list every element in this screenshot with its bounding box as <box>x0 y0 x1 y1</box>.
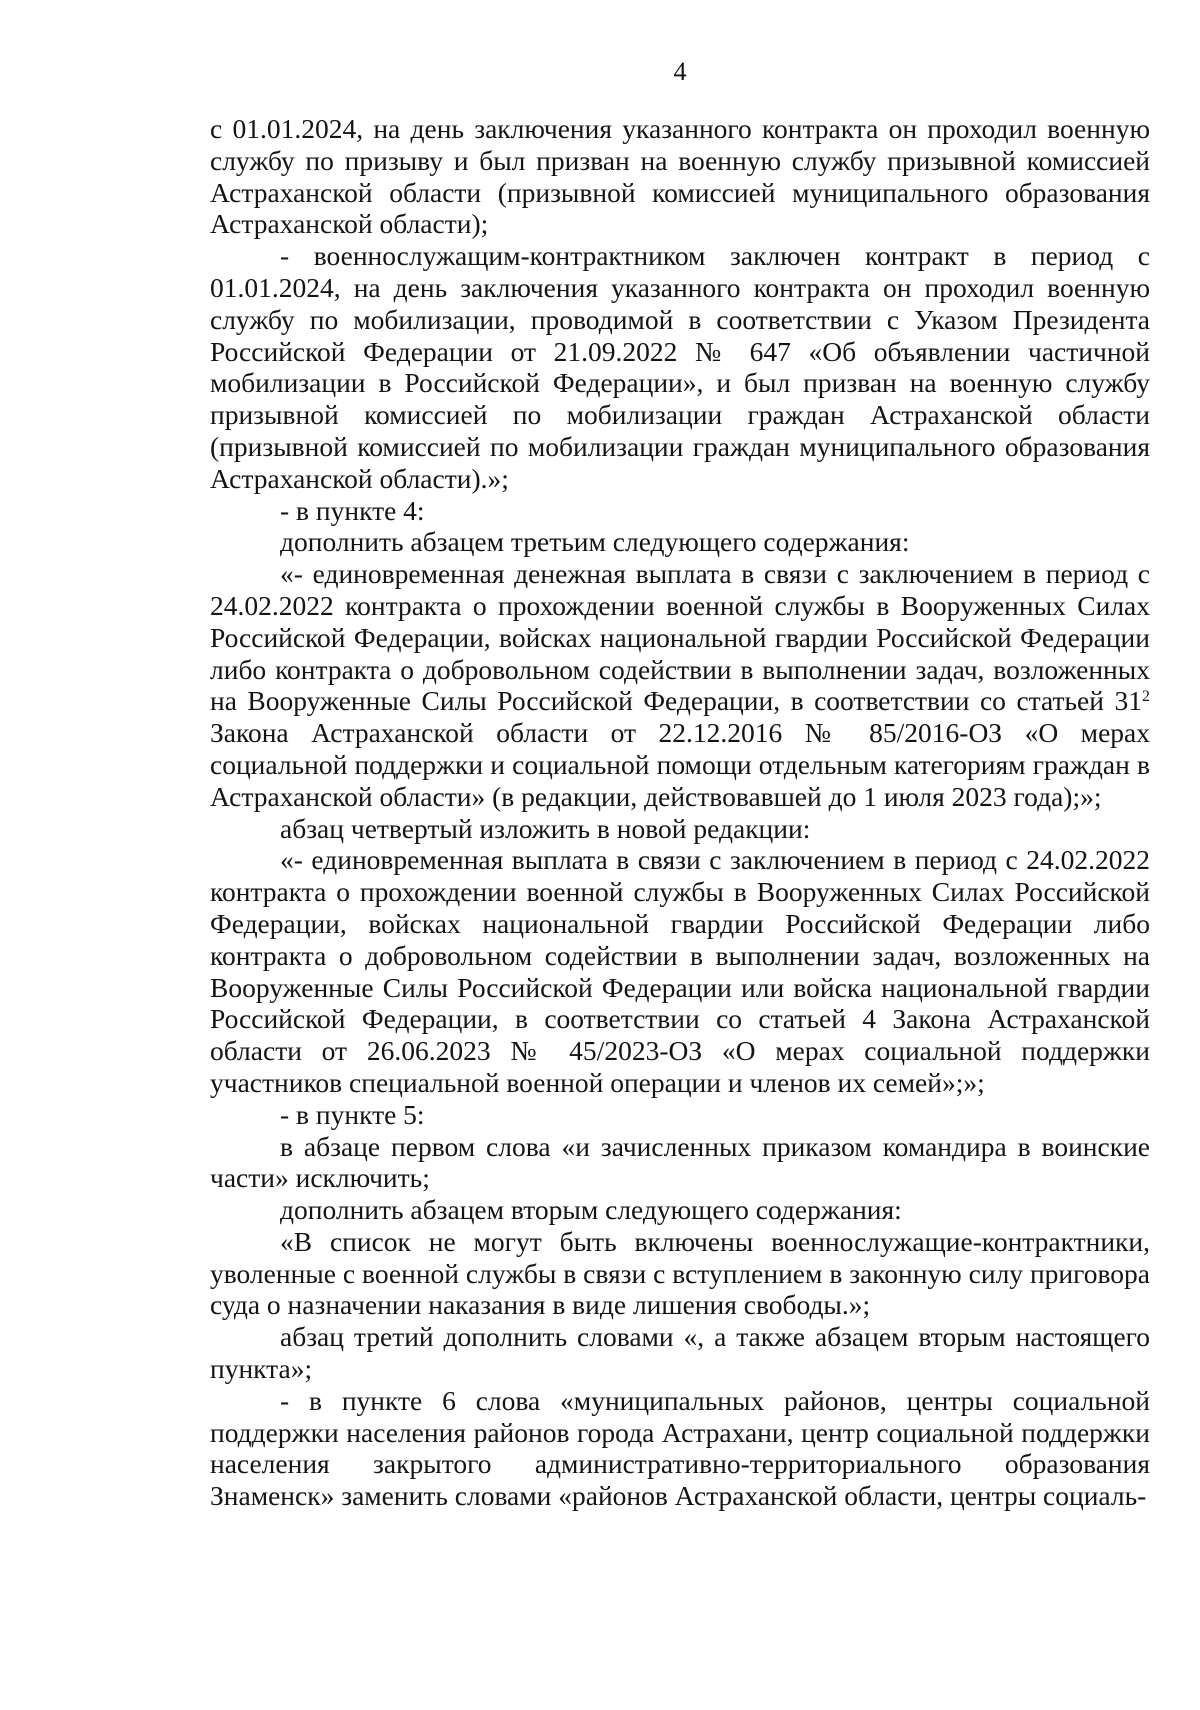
paragraph-2: - военнослужащим-контрактником заключен контракт в период с 01.01.2024, на день заключения указанного контракта он проходил военную службу по мобилизации, проводимой в соответствии с Указом Президента Российской Федерации от 21.09.2022 № 647 «Об объявлении частичной мобилизации в Российской Федерации», и был призван на военную службу призывной комиссией по мобилизации граждан Астраханской области (призывной комиссией по мобилизации граждан муниципального образования Астраханской области).»; <box>210 240 1150 494</box>
paragraph-5-part-2: Закона Астраханской области от 22.12.2016 № 85/2016-ОЗ «О мерах социальной поддержки и социальной помощи отдельным категориям граждан в Астраханской области» (в редакции, действовавшей до 1 июля 2023 года);»; <box>210 717 1150 812</box>
paragraph-12: абзац третий дополнить словами «, а также абзацем вторым настоящего пункта»; <box>210 1321 1150 1385</box>
paragraph-8: - в пункте 5: <box>280 1098 425 1130</box>
paragraph-11: «В список не могут быть включены военнослужащие-контрактники, уволенные с военной службы в связи с вступлением в законную силу приговора суда о назначении наказания в виде лишения свободы.»; <box>210 1225 1150 1321</box>
paragraph-6: абзац четвертый изложить в новой редакции: <box>280 812 811 844</box>
page-number: 4 <box>673 57 687 86</box>
paragraph-4: дополнить абзацем третьим следующего содержания: <box>280 526 910 558</box>
paragraph-13: - в пункте 6 слова «муниципальных районов, центры социальной поддержки населения районов города Астрахани, центр социальной поддержки населения закрытого административно-территориального образования Знаменск» заменить словами «районов Астраханской области, центры социаль- <box>210 1384 1150 1512</box>
document-body <box>210 113 1150 1512</box>
paragraph-1: с 01.01.2024, на день заключения указанного контракта он проходил военную службу по призыву и был призван на военную службу призывной комиссией Астраханской области (призывной комиссией муниципального образования Астраханской области); <box>210 113 1150 240</box>
paragraph-3: - в пункте 4: <box>280 494 425 526</box>
paragraph-7: «- единовременная выплата в связи с заключением в период с 24.02.2022 контракта о прохождении военной службы в Вооруженных Силах Российской Федерации, войсках национальной гвардии Российской Федерации либо контракта о добровольном содействии в выполнении задач, возложенных на Вооруженные Силы Российской Федерации или войска национальной гвардии Российской Федерации, в соответствии со статьей 4 Закона Астраханской области от 26.06.2023 № 45/2023-ОЗ «О мерах социальной поддержки участников специальной военной операции и членов их семей»;»; <box>210 844 1150 1098</box>
paragraph-5-part-1: «- единовременная денежная выплата в связи с заключением в период с 24.02.2022 контракта о прохождении военной службы в Вооруженных Силах Российской Федерации, войсках национальной гвардии Российской Федерации либо контракта о добровольном содействии в выполнении задач, возложенных на Вооруженные Силы Российской Федерации, в соответствии со статьей 31 <box>210 558 1150 717</box>
paragraph-5 <box>210 558 1150 812</box>
article-superscript: 2 <box>1142 688 1150 706</box>
paragraph-10: дополнить абзацем вторым следующего содержания: <box>280 1194 902 1226</box>
paragraph-9: в абзаце первом слова «и зачисленных приказом командира в воинские части» исключить; <box>210 1130 1150 1194</box>
